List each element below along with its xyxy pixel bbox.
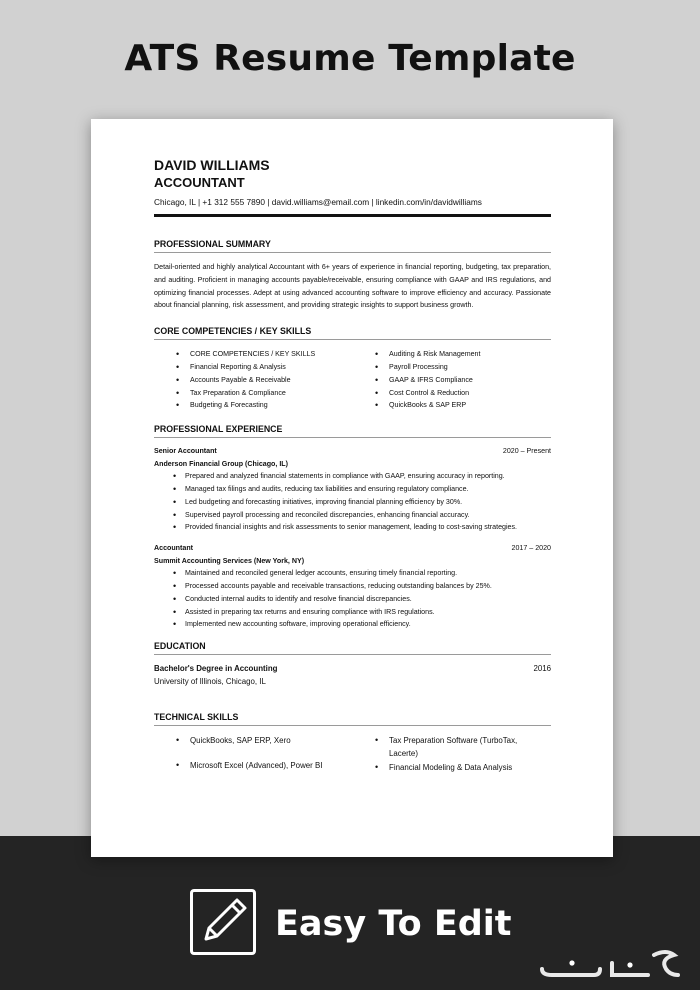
job-bullet: • Prepared and analyzed financial statements in compliance with GAAP, ensuring accuracy in reporting. (173, 470, 550, 483)
job-company: Summit Accounting Services (New York, NY) (154, 556, 305, 565)
summary-text: Detail-oriented and highly analytical Accountant with 6+ years of experience in financial reporting, budgeting, tax preparation, and auditing. Proficient in managing accounts payable/receivable, ensuring compliance with GAAP and IRS regulations, and optimizing financial processes. Adept at using advanced accounting software to improve efficiency and accuracy. Passionate about financial planning, risk assessment, and providing strategic insights to support business growth. (154, 263, 551, 310)
job-bullet: • Managed tax filings and audits, reducing tax liabilities and ensuring regulatory compliance. (173, 483, 550, 496)
job-bullet: • Led budgeting and forecasting initiatives, improving financial planning efficiency by 30%. (173, 496, 550, 509)
experience-heading: PROFESSIONAL EXPERIENCE (154, 424, 551, 438)
skill-item: • CORE COMPETENCIES / KEY SKILLS (176, 348, 315, 361)
edit-icon (190, 889, 256, 955)
tech-item: • Tax Preparation Software (TurboTax, Lacerte) (375, 734, 539, 761)
job-dates: 2020 – Present (502, 447, 551, 456)
school-row (154, 675, 551, 688)
degree-year: 2016 (533, 664, 551, 674)
skills-list (154, 348, 551, 414)
skill-item: • Cost Control & Reduction (375, 387, 480, 400)
education-entry (154, 662, 551, 688)
resume-page (91, 119, 613, 857)
haraj-logo (536, 941, 686, 984)
contact-line: Chicago, IL | +1 312 555 7890 | david.williams@email.com | linkedin.com/in/davidwilliams (154, 197, 482, 207)
tech-skills-list (154, 734, 551, 778)
skill-item: • QuickBooks & SAP ERP (375, 399, 480, 412)
skills-heading: CORE COMPETENCIES / KEY SKILLS (154, 326, 551, 340)
skills-column-left (176, 348, 315, 412)
job-header (154, 542, 551, 555)
skill-item: • Budgeting & Forecasting (176, 399, 315, 412)
job-header (154, 445, 551, 458)
job-title: Accountant (154, 544, 194, 553)
education-heading: EDUCATION (154, 641, 551, 655)
skill-item: • GAAP & IFRS Compliance (375, 374, 480, 387)
job-bullet: • Conducted internal audits to identify and resolve financial discrepancies. (173, 593, 550, 606)
skill-item: • Payroll Processing (375, 361, 480, 374)
tech-column-right (375, 734, 539, 774)
resume-role: ACCOUNTANT (154, 175, 245, 190)
skills-column-right (375, 348, 480, 412)
tech-skills-heading: TECHNICAL SKILLS (154, 712, 551, 726)
job-title: Senior Accountant (154, 447, 217, 456)
tech-item: • Microsoft Excel (Advanced), Power BI (176, 759, 322, 772)
job-bullets (173, 567, 551, 631)
job-dates: 2017 – 2020 (511, 544, 551, 553)
skill-item: • Accounts Payable & Receivable (176, 374, 315, 387)
job-bullet: • Processed accounts payable and receivable transactions, reducing outstanding balances by 25%. (173, 580, 550, 593)
job-entry (154, 445, 551, 534)
school-name: University of Illinois, Chicago, IL (154, 677, 266, 687)
tech-item: • Financial Modeling & Data Analysis (375, 761, 539, 774)
job-bullets (173, 470, 551, 534)
job-bullet: • Supervised payroll processing and reconciled discrepancies, enhancing financial accuracy. (173, 509, 550, 522)
skill-item: • Tax Preparation & Compliance (176, 387, 315, 400)
job-bullet: • Provided financial insights and risk assessments to senior management, leading to cost-saving strategies. (173, 521, 550, 534)
degree-name: Bachelor's Degree in Accounting (154, 664, 278, 674)
summary-heading: PROFESSIONAL SUMMARY (154, 239, 551, 253)
resume-name: DAVID WILLIAMS (154, 157, 270, 173)
skill-item: • Financial Reporting & Analysis (176, 361, 315, 374)
job-bullet: • Maintained and reconciled general ledger accounts, ensuring timely financial reporting. (173, 567, 550, 580)
tech-item: • QuickBooks, SAP ERP, Xero (176, 734, 322, 747)
job-company: Anderson Financial Group (Chicago, IL) (154, 459, 288, 468)
job-entry (154, 542, 551, 631)
degree-row (154, 662, 551, 675)
job-bullet: • Assisted in preparing tax returns and ensuring compliance with IRS regulations. (173, 606, 550, 619)
resume-content (154, 156, 551, 778)
job-bullet: • Implemented new accounting software, improving operational efficiency. (173, 618, 550, 631)
skill-item: • Auditing & Risk Management (375, 348, 480, 361)
header-divider (154, 214, 551, 217)
banner-title: ATS Resume Template (124, 38, 576, 79)
tech-column-left (176, 734, 322, 776)
easy-to-edit-label: Easy To Edit (275, 904, 512, 944)
